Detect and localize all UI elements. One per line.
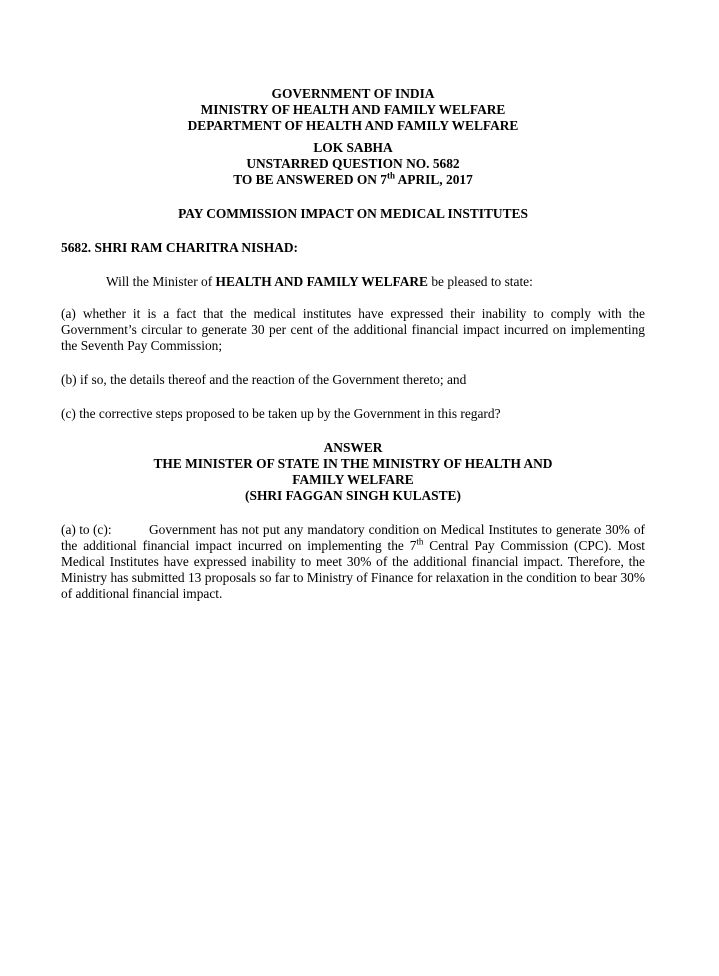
question-part-c: (c) the corrective steps proposed to be taken up by the Government in this regard?	[61, 406, 501, 421]
answering-minister-name: (SHRI FAGGAN SINGH KULASTE)	[245, 488, 461, 503]
header-ministry: MINISTRY OF HEALTH AND FAMILY WELFARE	[200, 102, 506, 117]
answering-minister-title-cont: FAMILY WELFARE	[292, 472, 414, 487]
answering-minister-title: THE MINISTER OF STATE IN THE MINISTRY OF HEALTH AND	[153, 456, 553, 471]
question-part-a: (a) whether it is a fact that the medical institutes have expressed their inability to comply with the Government’s circular to generate 30 per cent of the additional financial impact incurred on implementing the Seventh Pay Commission;	[61, 306, 645, 353]
question-number: UNSTARRED QUESTION NO. 5682	[246, 156, 460, 171]
question-part-b: (b) if so, the details thereof and the reaction of the Government thereto; and	[61, 372, 467, 387]
document-page	[61, 86, 645, 602]
subject-title: PAY COMMISSION IMPACT ON MEDICAL INSTITUTES	[178, 206, 528, 221]
answer-header	[61, 440, 645, 504]
question-meta	[61, 140, 645, 188]
answer-label: ANSWER	[323, 440, 383, 455]
document-header	[61, 86, 645, 134]
question-intro: Will the Minister of HEALTH AND FAMILY WELFARE be pleased to state:	[106, 274, 533, 289]
member-name: 5682. SHRI RAM CHARITRA NISHAD:	[61, 240, 298, 255]
header-government: GOVERNMENT OF INDIA	[271, 86, 435, 101]
answer-text: (a) to (c): Government has not put any mandatory condition on Medical Institutes to generate 30% of the additional financial impact incurred on implementing the 7th Central Pay Commission (CPC). Most Medical Institutes have expressed inability to meet 30% of the additional financial impact. Therefore, the Ministry has submitted 13 proposals so far to Ministry of Finance for relaxation in the condition to bear 30% of additional financial impact.	[61, 522, 645, 601]
header-department: DEPARTMENT OF HEALTH AND FAMILY WELFARE	[187, 118, 519, 133]
house-name: LOK SABHA	[313, 140, 393, 155]
answer-date: TO BE ANSWERED ON 7th APRIL, 2017	[233, 170, 473, 187]
answer-lead: (a) to (c):	[61, 522, 112, 537]
